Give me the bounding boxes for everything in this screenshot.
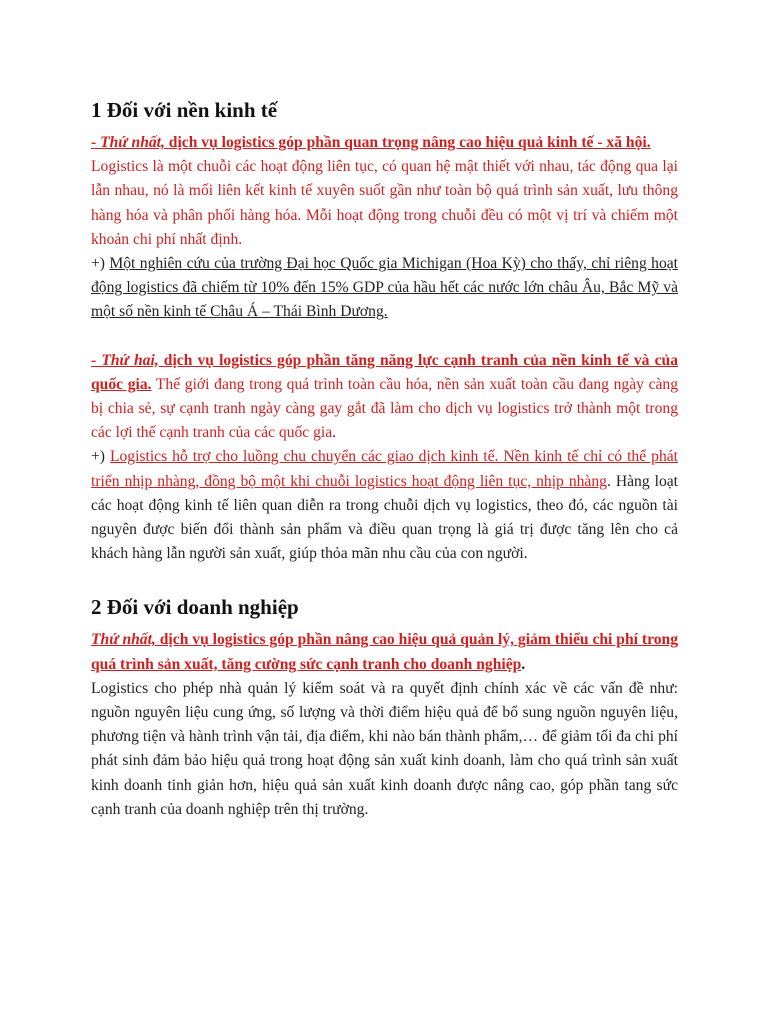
first-point-heading-text: dịch vụ logistics góp phần quan trọng nâng cao hiệu quả kinh tế - xã hội. [164, 134, 651, 151]
logistics-support-text: Logistics hỗ trợ cho luồng chu chuyển các giao dịch kinh tế. Nền kinh tế chỉ có thể phát triển nhịp nhàng, đồng bộ một khi chuỗi logistics hoạt động liên tục, nhịp nhàng [91, 448, 678, 490]
spacer [91, 325, 678, 349]
first-label: Thứ nhất, [91, 631, 156, 649]
michigan-study-text: Một nghiên cứu của trường Đại học Quốc gia Michigan (Hoa Kỳ) cho thấy, chỉ riêng hoạt động logistics đã chiếm từ 10% đến 15% GDP của hầu hết các nước lớn châu Âu, Bắc Mỹ và một số nền kinh tế Châu Á – Thái Bình Dương. [91, 255, 678, 321]
section-heading-economy: 1 Đối với nền kinh tế [91, 98, 278, 122]
plus-prefix: +) [91, 448, 110, 466]
paragraph-michigan-study [91, 252, 678, 325]
second-label: Thứ hai, [101, 351, 159, 369]
globalization-text: Thế giới đang trong quá trình toàn cầu hóa, nền sản xuất toàn cầu đang ngày càng bị chia sẻ, sự cạnh tranh ngày càng gay gắt đã làm cho dịch vụ logistics trở thành một trong các lợi thế cạnh tranh của các quốc gia [91, 375, 679, 442]
dash: - [91, 134, 101, 151]
enterprise-first-point-title [91, 631, 678, 672]
plus-prefix: +) [91, 255, 110, 273]
period: . [332, 424, 337, 442]
document-page [91, 95, 678, 822]
paragraph-enterprise-first-point [91, 628, 678, 676]
first-point-title [91, 134, 651, 151]
section-heading-enterprise: 2 Đối với doanh nghiệp [91, 595, 299, 620]
dash: - [91, 351, 102, 369]
paragraph-logistics-chain: Logistics là một chuỗi các hoạt động liên tục, có quan hệ mật thiết với nhau, tác động qua lại lẫn nhau, nó là mối liên kết kinh tế xuyên suốt gần như toàn bộ quá trình sản xuất, lưu thông hàng hóa và phân phối hàng hóa. Mỗi hoạt động trong chuỗi đều có một vị trí và chiếm một khoản chi phí nhất định. [91, 158, 678, 248]
enterprise-first-point-heading-text: dịch vụ logistics góp phần nâng cao hiệu quả quản lý, giảm thiểu chi phí trong quá trình sản xuất, tăng cường sức cạnh tranh cho doanh nghiệp [91, 631, 679, 673]
paragraph-management-control: Logistics cho phép nhà quản lý kiểm soát và ra quyết định chính xác về các vấn đề như: nguồn nguyên liệu cung ứng, số lượng và thời điểm hiệu quả để bổ sung nguồn nguyên liệu, phương tiện và hành trình vận tải, địa điểm, khi nào bán thành phẩm,… để giảm tối đa chi phí phát sinh đảm bảo hiệu quả trong hoạt động sản xuất kinh doanh, làm cho quá trình sản xuất kinh doanh tinh giản hơn, hiệu quả sản xuất kinh doanh được nâng cao, góp phần tang sức cạnh tranh của doanh nghiệp trên thị trường. [91, 679, 678, 818]
paragraph-second-point [91, 349, 678, 446]
economic-activities-text: . Hàng loạt các hoạt động kinh tế liên quan diễn ra trong chuỗi dịch vụ logistics, theo đó, các nguồn tài nguyên được biến đổi thành sản phẩm và điều quan trọng là giá trị được tăng lên cho cả khách hàng lẫn người sản xuất, giúp thỏa mãn nhu cầu của con người. [91, 472, 678, 563]
second-point-heading-text: dịch vụ logistics góp phần tăng năng lực cạnh tranh của nền kinh tế và của quốc gia. [91, 351, 678, 393]
paragraph-logistics-support [91, 445, 678, 566]
period: . [521, 655, 526, 673]
paragraph-first-point [91, 131, 678, 155]
first-label: Thứ nhất, [100, 134, 165, 151]
